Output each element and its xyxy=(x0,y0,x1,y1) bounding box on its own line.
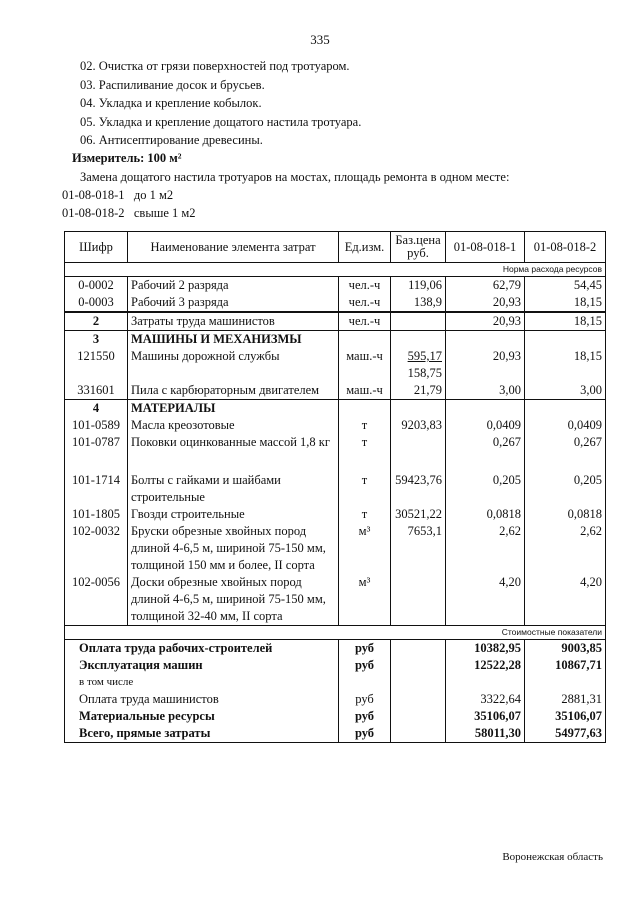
row-value-1: 62,79 xyxy=(446,277,525,295)
row-unit: чел.-ч xyxy=(339,294,391,312)
summary-row xyxy=(65,657,606,674)
table-row xyxy=(65,382,606,400)
norm-label: Норма расхода ресурсов xyxy=(65,263,606,277)
summary-empty xyxy=(391,725,446,743)
row-price: 7653,1 xyxy=(391,523,446,574)
row-name: МАТЕРИАЛЫ xyxy=(128,400,339,418)
row-price xyxy=(391,400,446,418)
row-name: Машины дорожной службы xyxy=(128,348,339,382)
row-value-1: 2,62 xyxy=(446,523,525,574)
row-value-1 xyxy=(446,331,525,349)
row-value-1: 0,205 xyxy=(446,472,525,506)
row-value-2: 2,62 xyxy=(525,523,606,574)
row-price: 21,79 xyxy=(391,382,446,400)
table-row xyxy=(65,400,606,418)
row-unit: м³ xyxy=(339,523,391,574)
summary-name: Эксплуатация машин xyxy=(65,657,339,674)
summary-unit: руб xyxy=(339,657,391,674)
measure-unit: Измеритель: 100 м² xyxy=(72,151,182,165)
row-value-2: 54,45 xyxy=(525,277,606,295)
row-value-2: 18,15 xyxy=(525,348,606,382)
row-value-1: 0,267 xyxy=(446,434,525,472)
page-number: 335 xyxy=(310,32,330,47)
row-value-1: 3,00 xyxy=(446,382,525,400)
summary-name: в том числе xyxy=(65,674,339,691)
summary-name: Материальные ресурсы xyxy=(65,708,339,725)
row-code: 4 xyxy=(65,400,128,418)
variant-label: до 1 м2 xyxy=(133,188,174,202)
summary-value-1: 3322,64 xyxy=(446,691,525,708)
price-value: 595,17 xyxy=(407,349,442,363)
row-code: 0-0003 xyxy=(65,294,128,312)
row-price xyxy=(391,348,446,382)
row-code: 102-0032 xyxy=(65,523,128,574)
summary-name: Оплата труда машинистов xyxy=(65,691,339,708)
header-variant-2: 01-08-018-2 xyxy=(525,232,606,263)
summary-empty xyxy=(391,640,446,658)
summary-value-2: 9003,85 xyxy=(525,640,606,658)
row-price xyxy=(391,434,446,472)
table-row xyxy=(65,331,606,349)
price-value-2: 158,75 xyxy=(407,366,442,380)
table-row xyxy=(65,434,606,472)
row-unit xyxy=(339,400,391,418)
summary-empty xyxy=(391,708,446,725)
summary-unit: руб xyxy=(339,691,391,708)
table-row xyxy=(65,523,606,574)
row-unit: т xyxy=(339,506,391,523)
row-name: Бруски обрезные хвойных пород длиной 4-6,5 м, шириной 75-150 мм, толщиной 150 мм и более, II сорта xyxy=(128,523,339,574)
header-variant-1: 01-08-018-1 xyxy=(446,232,525,263)
table-row xyxy=(65,294,606,312)
row-name: Доски обрезные хвойных пород длиной 4-6,5 м, шириной 75-150 мм, толщиной 32-40 мм, II сорта xyxy=(128,574,339,626)
operation-item: 03. Распиливание досок и брусьев. xyxy=(80,78,265,92)
row-value-2: 0,205 xyxy=(525,472,606,506)
header-price: Баз.цена руб. xyxy=(391,232,446,263)
row-value-2: 18,15 xyxy=(525,294,606,312)
header-code: Шифр xyxy=(65,232,128,263)
row-value-2 xyxy=(525,400,606,418)
row-price: 138,9 xyxy=(391,294,446,312)
summary-name: Всего, прямые затраты xyxy=(65,725,339,743)
row-price: 9203,83 xyxy=(391,417,446,434)
row-name: Гвозди строительные xyxy=(128,506,339,523)
summary-row xyxy=(65,640,606,658)
table-row xyxy=(65,506,606,523)
row-code: 101-1714 xyxy=(65,472,128,506)
variant-code: 01-08-018-2 xyxy=(62,206,125,220)
header-name: Наименование элемента затрат xyxy=(128,232,339,263)
row-value-1: 0,0818 xyxy=(446,506,525,523)
row-code: 101-0787 xyxy=(65,434,128,472)
summary-unit: руб xyxy=(339,708,391,725)
operation-item: 04. Укладка и крепление кобылок. xyxy=(80,96,262,110)
summary-unit: руб xyxy=(339,725,391,743)
row-name: Масла креозотовые xyxy=(128,417,339,434)
row-unit: маш.-ч xyxy=(339,382,391,400)
summary-row xyxy=(65,708,606,725)
row-price: 30521,22 xyxy=(391,506,446,523)
row-value-1 xyxy=(446,400,525,418)
row-value-1: 20,93 xyxy=(446,294,525,312)
summary-value-1: 58011,30 xyxy=(446,725,525,743)
summary-value-1: 35106,07 xyxy=(446,708,525,725)
summary-value-2 xyxy=(525,674,606,691)
summary-value-2: 2881,31 xyxy=(525,691,606,708)
row-unit: т xyxy=(339,434,391,472)
summary-row xyxy=(65,725,606,743)
row-unit xyxy=(339,331,391,349)
row-price xyxy=(391,312,446,331)
row-name: Болты с гайками и шайбами строительные xyxy=(128,472,339,506)
row-code: 3 xyxy=(65,331,128,349)
row-code: 0-0002 xyxy=(65,277,128,295)
row-value-2: 3,00 xyxy=(525,382,606,400)
variant-label: свыше 1 м2 xyxy=(133,206,196,220)
row-value-1: 0,0409 xyxy=(446,417,525,434)
row-name: Поковки оцинкованные массой 1,8 кг xyxy=(128,434,339,472)
row-value-2: 0,0818 xyxy=(525,506,606,523)
row-price: 59423,76 xyxy=(391,472,446,506)
table-row xyxy=(65,417,606,434)
table-row xyxy=(65,574,606,626)
summary-name: Оплата труда рабочих-строителей xyxy=(65,640,339,658)
row-value-1: 20,93 xyxy=(446,348,525,382)
table-row xyxy=(65,348,606,382)
region-footer: Воронежская область xyxy=(502,851,603,863)
row-value-2: 0,0409 xyxy=(525,417,606,434)
variant-1 xyxy=(62,188,173,203)
operation-item: 06. Антисептирование древесины. xyxy=(80,133,263,147)
summary-value-2: 10867,71 xyxy=(525,657,606,674)
row-code: 2 xyxy=(65,312,128,331)
row-code: 101-0589 xyxy=(65,417,128,434)
summary-unit: руб xyxy=(339,640,391,658)
row-value-2: 4,20 xyxy=(525,574,606,626)
resource-table xyxy=(64,231,606,743)
operation-item: 02. Очистка от грязи поверхностей под тротуаром. xyxy=(80,59,350,73)
row-name: Рабочий 2 разряда xyxy=(128,277,339,295)
summary-value-1: 12522,28 xyxy=(446,657,525,674)
summary-row xyxy=(65,691,606,708)
summary-empty xyxy=(391,691,446,708)
table-row xyxy=(65,472,606,506)
row-value-2 xyxy=(525,331,606,349)
table-row xyxy=(65,277,606,295)
summary-empty xyxy=(391,657,446,674)
summary-empty xyxy=(391,674,446,691)
row-price xyxy=(391,331,446,349)
row-code: 101-1805 xyxy=(65,506,128,523)
row-name: Рабочий 3 разряда xyxy=(128,294,339,312)
table-row xyxy=(65,312,606,331)
row-value-1: 4,20 xyxy=(446,574,525,626)
summary-value-2: 35106,07 xyxy=(525,708,606,725)
row-unit: т xyxy=(339,472,391,506)
variant-code: 01-08-018-1 xyxy=(62,188,125,202)
row-code: 102-0056 xyxy=(65,574,128,626)
header-unit: Ед.изм. xyxy=(339,232,391,263)
summary-value-1: 10382,95 xyxy=(446,640,525,658)
row-name: Пила с карбюраторным двигателем xyxy=(128,382,339,400)
summary-value-2: 54977,63 xyxy=(525,725,606,743)
cost-label: Стоимостные показатели xyxy=(65,626,606,640)
row-unit: м³ xyxy=(339,574,391,626)
row-unit: чел.-ч xyxy=(339,312,391,331)
operation-item: 05. Укладка и крепление дощатого настила тротуара. xyxy=(80,115,362,129)
row-unit: т xyxy=(339,417,391,434)
row-unit: маш.-ч xyxy=(339,348,391,382)
norm-label-row xyxy=(65,263,606,277)
row-unit: чел.-ч xyxy=(339,277,391,295)
cost-label-row xyxy=(65,626,606,640)
summary-unit xyxy=(339,674,391,691)
row-code: 121550 xyxy=(65,348,128,382)
row-price: 119,06 xyxy=(391,277,446,295)
summary-value-1 xyxy=(446,674,525,691)
row-value-1: 20,93 xyxy=(446,312,525,331)
summary-row xyxy=(65,674,606,691)
row-value-2: 18,15 xyxy=(525,312,606,331)
row-name: Затраты труда машинистов xyxy=(128,312,339,331)
variant-2 xyxy=(62,206,196,221)
row-name: МАШИНЫ И МЕХАНИЗМЫ xyxy=(128,331,339,349)
row-code: 331601 xyxy=(65,382,128,400)
description: Замена дощатого настила тротуаров на мостах, площадь ремонта в одном месте: xyxy=(80,170,510,184)
row-value-2: 0,267 xyxy=(525,434,606,472)
table-header-row xyxy=(65,232,606,263)
row-price xyxy=(391,574,446,626)
